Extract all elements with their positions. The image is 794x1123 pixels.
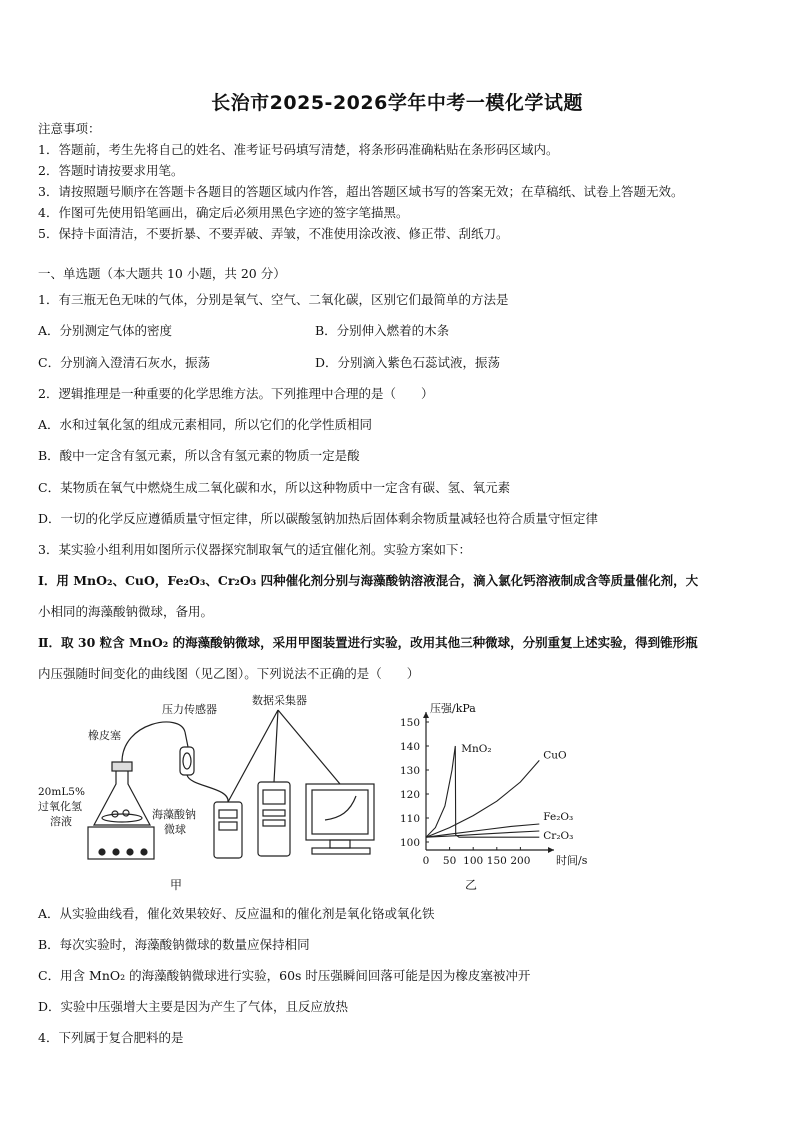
pressure-time-chart	[400, 702, 588, 867]
figure-yi-label: 乙	[465, 878, 478, 892]
apparatus-diagram	[88, 710, 374, 859]
y-tick-label: 130	[399, 765, 420, 777]
y-tick-label: 140	[399, 741, 420, 753]
x-tick-label: 50	[442, 855, 457, 867]
series-line	[426, 746, 539, 837]
q3-stem: 3．某实验小组利用如图所示仪器探究制取氧气的适宜催化剂。实验方案如下：	[38, 542, 471, 557]
x-axis-arrow	[548, 847, 554, 853]
label-pressure-sensor: 压力传感器	[162, 703, 217, 716]
q2-option-c: C．某物质在氧气中燃烧生成二氧化碳和水，所以这种物质中一定含有碳、氢、氧元素	[38, 480, 511, 495]
y-tick-label: 110	[399, 813, 420, 825]
notice-item: 1．答题前，考生先将自己的姓名、准考证号码填写清楚，将条形码准确粘贴在条形码区域内。	[38, 142, 559, 157]
q3-step2: Ⅱ．取 30 粒含 MnO₂ 的海藻酸钠微球，采用甲图装置进行实验，改用其他三种微球，分别重复上述实验，得到锥形瓶	[38, 635, 698, 650]
label-beads-2: 微球	[164, 823, 186, 836]
computer-monitor	[306, 784, 374, 840]
q1-stem: 1．有三瓶无色无味的气体，分别是氧气、空气、二氧化碳，区别它们最简单的方法是	[38, 292, 509, 307]
series-label: Fe₂O₃	[543, 811, 574, 823]
figure-jia-label: 甲	[170, 878, 183, 892]
notice-item: 5．保持卡面清洁，不要折暴、不要弄破、弄皱，不准使用涂改液、修正带、刮纸刀。	[38, 226, 509, 241]
notice-item: 2．答题时请按要求用笔。	[38, 163, 184, 178]
q4-stem: 4．下列属于复合肥料的是	[38, 1030, 184, 1045]
q3-step2-cont: 内压强随时间变化的曲线图（见乙图）。下列说法不正确的是（ ）	[38, 666, 420, 681]
q2-option-b: B．酸中一定含有氢元素，所以含有氢元素的物质一定是酸	[38, 448, 360, 463]
pressure-sensor	[180, 747, 194, 775]
q3-option-b: B．每次实验时，海藻酸钠微球的数量应保持相同	[38, 937, 310, 952]
q2-option-a: A．水和过氧化氢的组成元素相同，所以它们的化学性质相同	[38, 417, 373, 432]
x-tick-label: 150	[486, 855, 507, 867]
q1-option-b: B．分别伸入燃着的木条	[315, 323, 450, 338]
x-tick-label: 200	[510, 855, 531, 867]
q2-stem: 2．逻辑推理是一种重要的化学思维方法。下列推理中合理的是（ ）	[38, 386, 434, 401]
series-label: CuO	[543, 749, 567, 762]
connecting-tube	[122, 722, 185, 762]
q1-option-c: C．分别滴入澄清石灰水，振荡	[38, 355, 211, 370]
label-h2o2-name: 过氧化氢	[38, 800, 82, 813]
label-data-collector: 数据采集器	[252, 694, 307, 707]
page-title: 长治市2025-2026学年中考一模化学试题	[211, 92, 583, 114]
y-axis-arrow	[423, 712, 429, 718]
y-tick-label: 150	[399, 717, 420, 729]
experiment-figure	[30, 692, 610, 897]
q1-option-a: A．分别测定气体的密度	[38, 323, 173, 338]
x-axis-label: 时间/s	[556, 854, 588, 867]
x-tick-label: 100	[463, 855, 484, 867]
q3-option-a: A．从实验曲线看，催化效果较好、反应温和的催化剂是氧化铬或氧化铁	[38, 906, 435, 921]
q3-step1-cont: 小相同的海藻酸钠微球，备用。	[38, 604, 214, 619]
q2-option-d: D．一切的化学反应遵循质量守恒定律，所以碳酸氢钠加热后固体剩余物质量减轻也符合质量守恒定律	[38, 511, 599, 526]
series-line	[426, 831, 539, 837]
notice-heading: 注意事项：	[38, 121, 101, 136]
label-h2o2-solution: 溶液	[50, 815, 72, 828]
label-beads: 海藻酸钠	[152, 808, 196, 821]
q3-option-d: D．实验中压强增大主要是因为产生了气体，且反应放热	[38, 999, 349, 1014]
q1-option-d: D．分别滴入紫色石蕊试液，振荡	[315, 355, 501, 370]
section-heading: 一、单选题（本大题共 10 小题，共 20 分）	[38, 266, 286, 281]
x-tick-label: 0	[422, 855, 430, 867]
label-h2o2-volume: 20mL5%	[38, 786, 85, 798]
y-tick-label: 100	[399, 837, 420, 849]
rubber-stopper	[112, 762, 132, 771]
label-rubber-stopper: 橡皮塞	[88, 729, 121, 742]
y-tick-label: 120	[399, 789, 420, 801]
notice-item: 3．请按照题号顺序在答题卡各题目的答题区域内作答，超出答题区域书写的答案无效；在草稿纸、试卷上答题无效。	[38, 184, 684, 199]
series-label: MnO₂	[461, 743, 492, 755]
q3-option-c: C．用含 MnO₂ 的海藻酸钠微球进行实验，60s 时压强瞬间回落可能是因为橡皮塞被冲开	[38, 968, 531, 983]
series-label: Cr₂O₃	[543, 829, 574, 842]
y-axis-label: 压强/kPa	[430, 702, 476, 715]
notice-item: 4．作图可先使用铅笔画出，确定后必须用黑色字迹的签字笔描黑。	[38, 205, 409, 220]
keyboard	[312, 848, 370, 854]
q3-step1: Ⅰ．用 MnO₂、CuO，Fe₂O₃、Cr₂O₃ 四种催化剂分别与海藻酸钠溶液混合，滴入氯化钙溶液制成含等质量催化剂，大	[38, 573, 699, 588]
